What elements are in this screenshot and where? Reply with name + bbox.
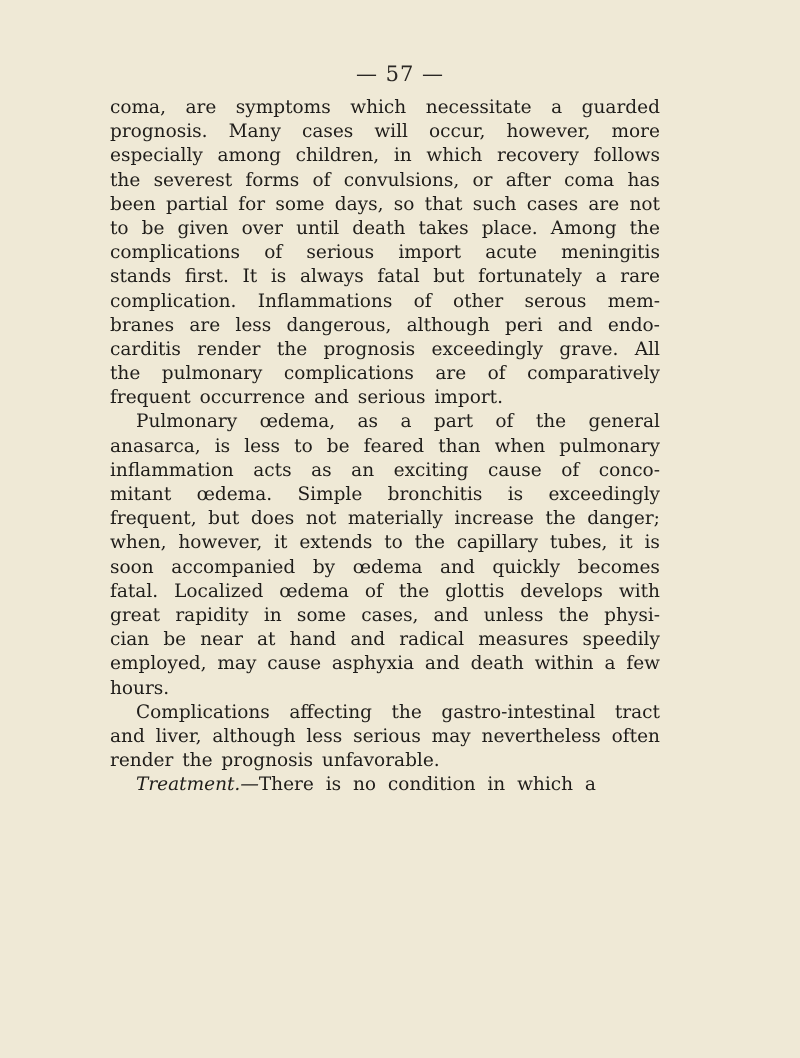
word: by	[312, 556, 336, 578]
word: in	[393, 145, 412, 167]
word: pulmonary	[161, 363, 263, 385]
word: endo-	[607, 314, 660, 336]
word: of	[413, 290, 432, 312]
word: coma	[564, 169, 615, 191]
word: It	[242, 266, 258, 288]
word: not	[305, 508, 337, 530]
word: death	[470, 653, 524, 675]
word: unless	[483, 604, 544, 626]
word: other	[452, 290, 504, 312]
text-line	[110, 459, 660, 483]
word: serous	[524, 290, 587, 312]
text-line	[110, 628, 660, 652]
word: exceedingly	[431, 338, 544, 360]
word: prognosis	[323, 338, 416, 360]
word: near	[200, 629, 243, 651]
word: tubes,	[549, 532, 608, 554]
word: place.	[481, 217, 538, 239]
word: cian	[110, 629, 150, 651]
text-line	[110, 290, 660, 314]
word: coma,	[110, 97, 166, 118]
word: partial	[165, 193, 228, 215]
page-number: — 57 —	[355, 62, 445, 86]
word: nevertheless	[481, 725, 601, 747]
word: so	[393, 193, 415, 215]
word: serious	[353, 725, 421, 747]
word: peri	[504, 314, 543, 336]
word: part	[433, 411, 474, 433]
word: are	[189, 314, 221, 336]
word: at	[257, 629, 276, 651]
word: acute	[485, 242, 537, 264]
word: liver,	[155, 725, 202, 747]
word: danger;	[587, 508, 660, 530]
word: general	[588, 411, 660, 433]
text-line	[110, 604, 660, 628]
word: mitant	[110, 484, 172, 505]
line-text: render the prognosis unfavorable.	[110, 750, 440, 772]
word: does	[250, 508, 295, 530]
word: stands	[110, 266, 172, 288]
word: given	[177, 217, 229, 239]
word: Among	[550, 217, 617, 239]
word: œdema	[352, 556, 423, 578]
word: however,	[178, 532, 263, 554]
word: the	[414, 532, 445, 554]
line-text: There is no condition in which a	[258, 774, 596, 796]
word: often	[611, 725, 660, 747]
word: for	[238, 193, 266, 215]
word: symptoms	[235, 97, 331, 118]
word: anasarca,	[110, 435, 201, 457]
word: which	[350, 97, 407, 118]
word: develops	[520, 580, 603, 602]
word: œdema,	[259, 411, 336, 433]
word: convulsions,	[343, 169, 460, 191]
word: gastro-intestinal	[441, 701, 596, 723]
word: be	[163, 629, 187, 651]
word: Inflammations	[257, 290, 393, 312]
word: capillary	[456, 532, 539, 554]
word: carditis	[110, 338, 181, 360]
word: less	[306, 725, 343, 747]
word: complications	[110, 242, 241, 264]
word: quickly	[492, 556, 561, 578]
word: and	[110, 725, 145, 747]
word: accompanied	[171, 556, 296, 578]
word: fortunately	[478, 266, 582, 288]
word: Localized	[174, 580, 264, 602]
text-line	[110, 265, 660, 289]
word: the	[110, 363, 141, 385]
word: always	[299, 266, 364, 288]
word: it	[619, 532, 633, 554]
word: a	[595, 266, 607, 288]
text-line	[110, 96, 660, 120]
word: as	[357, 411, 379, 433]
word: bronchitis	[387, 484, 483, 505]
word: feared	[363, 435, 425, 457]
word: physi-	[604, 604, 660, 626]
word: death	[352, 217, 406, 239]
word: the	[110, 169, 141, 191]
text-line	[110, 556, 660, 580]
word: conco-	[598, 459, 660, 481]
word: is	[507, 484, 524, 505]
word: when	[494, 435, 546, 457]
word: forms	[245, 169, 300, 191]
word: Many	[228, 121, 281, 143]
word: employed,	[110, 653, 207, 675]
word: cause	[487, 459, 542, 481]
word: such	[472, 193, 517, 215]
word: a	[400, 411, 412, 433]
text-line	[110, 386, 660, 410]
text-line	[110, 193, 660, 217]
body-text	[110, 96, 660, 797]
word: it	[274, 532, 288, 554]
word: acts	[253, 459, 292, 481]
word: inflammation	[110, 459, 234, 481]
word: the	[398, 580, 430, 602]
word: is	[270, 266, 287, 288]
word: may	[431, 725, 471, 747]
word: although	[212, 725, 296, 747]
word: is	[214, 435, 231, 457]
word: less	[244, 435, 281, 457]
word: in	[263, 604, 282, 626]
text-line	[110, 483, 660, 507]
word: children,	[295, 145, 380, 167]
word: are	[435, 363, 467, 385]
word: measures	[478, 629, 569, 651]
word: but	[433, 266, 465, 288]
word: of	[264, 242, 283, 264]
word: increase	[454, 508, 534, 530]
word: to	[110, 217, 129, 239]
word: speedily	[582, 629, 660, 651]
word: materially	[347, 508, 443, 530]
word: be	[326, 435, 350, 457]
text-line	[110, 580, 660, 604]
word: Pulmonary	[136, 411, 238, 433]
word: exceedingly	[548, 484, 660, 505]
word: been	[110, 193, 156, 215]
word: cause	[267, 653, 322, 675]
word: although	[406, 314, 490, 336]
word: and	[350, 629, 386, 651]
word: soon	[110, 556, 154, 578]
word: which	[426, 145, 483, 167]
word: is	[644, 532, 660, 554]
word: a	[604, 653, 616, 675]
word: within	[534, 653, 594, 675]
word: dangerous,	[286, 314, 392, 336]
word: cases,	[361, 604, 419, 626]
word: recovery	[497, 145, 579, 167]
word: All	[634, 338, 660, 360]
word: days,	[334, 193, 384, 215]
word: first.	[184, 266, 229, 288]
word: and	[557, 314, 593, 336]
word: the	[276, 338, 308, 360]
word: becomes	[577, 556, 660, 578]
word: great	[110, 604, 161, 626]
word: and	[433, 604, 469, 626]
word: of	[312, 169, 331, 191]
word: mem-	[607, 290, 660, 312]
text-line	[110, 773, 660, 797]
word: fatal.	[110, 580, 159, 602]
text-line	[110, 120, 660, 144]
word: especially	[110, 145, 203, 167]
text-line	[110, 507, 660, 531]
word: among	[217, 145, 281, 167]
word: an	[351, 459, 375, 481]
word: occur,	[428, 121, 486, 143]
word: some	[296, 604, 347, 626]
word: serious	[306, 242, 375, 264]
word: meningitis	[561, 242, 660, 264]
word: of	[561, 459, 580, 481]
word: are	[588, 193, 620, 215]
word: less	[235, 314, 272, 336]
text-line	[110, 677, 660, 701]
word: than	[438, 435, 481, 457]
word: hand	[289, 629, 337, 651]
text-line	[110, 144, 660, 168]
word: rare	[620, 266, 660, 288]
word: cases	[301, 121, 354, 143]
text-line	[110, 725, 660, 749]
word: Simple	[297, 484, 363, 505]
word: of	[364, 580, 383, 602]
word: will	[374, 121, 408, 143]
word: more	[611, 121, 660, 143]
text-line	[110, 410, 660, 434]
word: guarded	[581, 97, 660, 118]
word: branes	[110, 314, 175, 336]
word: extends	[299, 532, 373, 554]
word: follows	[593, 145, 660, 167]
word: glottis	[445, 580, 505, 602]
text-line	[110, 217, 660, 241]
word: affecting	[289, 701, 372, 723]
word: necessitate	[425, 97, 532, 118]
text-line	[110, 362, 660, 386]
word: a	[551, 97, 563, 118]
line-text: hours.	[110, 677, 170, 699]
word: rapidity	[175, 604, 249, 626]
word: are	[185, 97, 217, 118]
word: import	[398, 242, 462, 264]
word: or	[472, 169, 493, 191]
word: œdema	[279, 580, 349, 602]
word: tract	[614, 701, 660, 723]
word: complication.	[110, 290, 237, 312]
word: when,	[110, 532, 167, 554]
word: be	[141, 217, 165, 239]
word: pulmonary	[559, 435, 660, 457]
word: but	[208, 508, 240, 530]
word: may	[217, 653, 257, 675]
word: until	[296, 217, 340, 239]
word: with	[618, 580, 660, 602]
word: of	[495, 411, 514, 433]
text-line	[110, 169, 660, 193]
word: and	[424, 653, 460, 675]
text-line	[110, 701, 660, 725]
word: comparatively	[527, 363, 660, 385]
line-text: frequent occurrence and serious import.	[110, 387, 503, 409]
text-line	[110, 531, 660, 555]
word: of	[487, 363, 506, 385]
word: the	[391, 701, 422, 723]
word: frequent,	[110, 508, 197, 530]
word: the	[558, 604, 589, 626]
word: after	[505, 169, 551, 191]
section-heading: Treatment.—	[136, 774, 259, 796]
word: the	[629, 217, 660, 239]
text-line	[110, 652, 660, 676]
word: severest	[153, 169, 233, 191]
word: not	[629, 193, 660, 215]
word: has	[627, 169, 660, 191]
word: some	[275, 193, 325, 215]
word: œdema.	[196, 484, 273, 505]
word: fatal	[377, 266, 420, 288]
word: the	[535, 411, 567, 433]
text-line	[110, 435, 660, 459]
word: prognosis.	[110, 121, 208, 143]
word: to	[294, 435, 313, 457]
word: Complications	[136, 701, 270, 723]
text-line	[110, 749, 660, 773]
word: grave.	[559, 338, 619, 360]
word: takes	[418, 217, 469, 239]
word: however,	[506, 121, 591, 143]
word: render	[197, 338, 261, 360]
text-line	[110, 314, 660, 338]
word: over	[241, 217, 284, 239]
word: asphyxia	[331, 653, 415, 675]
text-line	[110, 338, 660, 362]
word: cases	[526, 193, 579, 215]
word: and	[440, 556, 475, 578]
word: the	[545, 508, 576, 530]
word: few	[626, 653, 660, 675]
word: exciting	[393, 459, 469, 481]
word: to	[384, 532, 403, 554]
text-line	[110, 241, 660, 265]
word: radical	[399, 629, 465, 651]
word: that	[424, 193, 463, 215]
word: as	[311, 459, 332, 481]
word: complications	[283, 363, 414, 385]
